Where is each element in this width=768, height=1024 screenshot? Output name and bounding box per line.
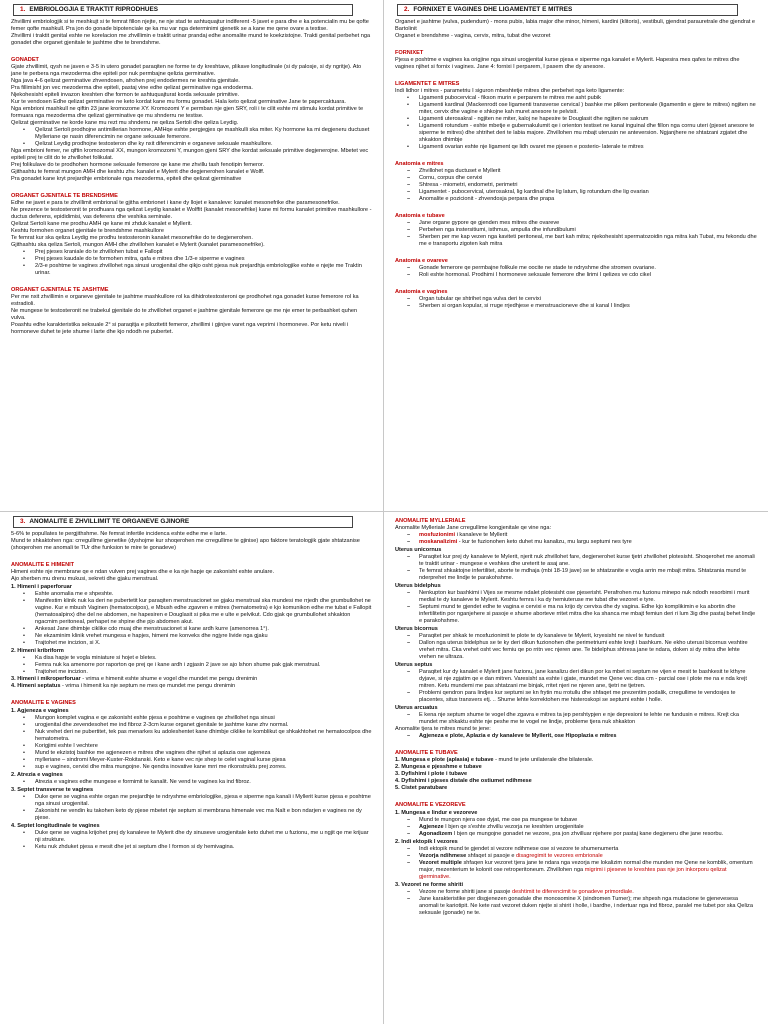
paragraph: Gjithashtu te femrat mungon AMH dhe keshtu zhv. kanalet e Mylerit dhe degjenerohen kanalet e Wolff.: [11, 169, 265, 175]
inline-text: - mund te jete unilaterale dhe bilaterale.: [493, 757, 594, 763]
list-item: – Problemi qendron para lindjes kur septumi se kn frytin mu rrotullu dhe shfaqet me prezentim podalik, crregullime te vendosjes te placentes, situs transvers etj. .. Shume lehte korrektohen me histeroskopi se septumi eshte i holle.: [405, 690, 758, 704]
paragraph: Zhvillimi i traktit genital eshte ne korelacion me zhvillimin e traktit urinar prandaj edhe anomalite mund te koekzistojne. Trakti genital perbehet nga gonadet dhe organet gjenitale te jashtme dhe te brendshme.: [11, 33, 371, 46]
paragraph: Ne prezence te testosteronit te prodhuara nga qelizat Leydig kanalet e Wolffit (kanalet mesonefrike) kane mi formu kanalet primitive mashkullore - ductus deferens, epididimisi, vas deferens dhe veshika seminale.: [11, 207, 372, 220]
dash-list: [395, 590, 758, 625]
heading-mylleriale: ANOMALITE MYLLERIALE: [395, 518, 466, 524]
paragraph: Keshtu formohen organet gjenitale te brendshme mashkullore: [11, 228, 164, 234]
subheading: 4. Himeni septatus: [11, 683, 61, 689]
section-title-box: [397, 4, 738, 16]
subheading: 5. Cistet paratubare: [395, 785, 448, 791]
paragraph: Nga embrioni mashkull ne qiftin 23 jane kromozome XY. Kromozomi Y e permban nje gjen SRY, roli i te cilit eshte mi stimulu kordat primitive te formuara nga mezoderma dhe qelizat gjerminative qe mu shnderru ne testise.: [11, 106, 364, 119]
paragraph: Pra fillimisht jon vec mezoderma dhe epiteli, pastaj vine edhe qelizat germinative nga endoderma.: [11, 85, 253, 91]
subheading: 1. Mungesa e plote (aplasia) e tubave: [395, 757, 494, 763]
list-item: [405, 860, 758, 881]
list-item: • Ligamenti ovarian eshte nje ligament qe lidh ovaret me pjesen e posterio- laterale te mitres: [405, 144, 758, 151]
list-item: • Qelizat Sertoli prodhojne antimillerian hormone, AMHqe eshte pergjegjes qe mashkulli ska miter. Ky hormone ka mi degjeneru ductuset Mylleriane qe nasin diferencimin ne organe seksuale femerore.: [21, 127, 373, 141]
dash-list: [395, 633, 758, 661]
list-item: – Zhvillohet nga ductuset e Myllerit: [405, 168, 758, 175]
paragraph: Gjate zhvillimit, qysh ne javen e 3-5 in utero gonadet paraqiten ne forme te dy kreshtave, plikave longitudinale (si dy palosje, si dy ngritje). Ato jane te perbera nga mezoderma dhe epiteli por nuk permbajne qelizia germinative.: [11, 64, 362, 77]
bullet-list: [395, 95, 758, 151]
dash-list: [395, 265, 758, 279]
list-item: – E kena nje septum shume te vogel dhe zgavra e mitres ta jep pershtypjen e nje depresioni te lehte ne fundusin e mitres. Krejt cka mundet me shkaktu eshte nje peshe me te vogel ne lindje, probleme tjera nuk shkakton: [405, 712, 758, 726]
bullet-list: [11, 127, 373, 148]
list-item: – Cornu, corpus dhe cervixi: [405, 175, 758, 182]
list-item: • Trajtohet me incizion, si X.: [21, 640, 373, 647]
heading-anatomia-mitres: Anatomia e mitres: [395, 161, 444, 167]
list-item: – Roli eshte hormonal. Prodhimi I hormoneve seksuale femerore dhe lirimi I qelizes ve cdo cikel: [405, 272, 758, 279]
paragraph: Anomalite tjera te mitres mund te jene:: [395, 726, 491, 732]
paragraph: Indi lidhor i mitres - parametriu I siguron mbeshtetje mitres dhe perbehet nga keto ligamente:: [395, 88, 625, 94]
list-item: • Nuk vrehet deri ne pubertitet, tek pas menarkes ku adoleshentet kane dhimbje ciklike te komblikut qe shkakhtohet ne hematocolpos dhe hematometra.: [21, 729, 373, 743]
subheading: 3. Septet transverse te vagines: [11, 787, 94, 793]
list-item: – Agjeneza e plote, Aplazia e dy kanaleve te Myllerit, ose Hipoplazia e mitres: [405, 733, 758, 740]
paragraph: [11, 676, 373, 683]
inline-text: i kanaleve te Myllerit: [455, 532, 508, 538]
subheading: 3. Dyfishimi i plote i tubave: [395, 771, 468, 777]
list-item: • Korigjimi eshte I vechtere: [21, 743, 373, 750]
section-anomalite-zhvillimit: [0, 512, 384, 1024]
bullet-list: [11, 779, 373, 786]
inline-text: shfaqet si pasoje e: [466, 853, 517, 859]
subheading: 2. Indi ektopik I vezores: [395, 839, 458, 845]
heading-anatomia-vagines: Anatomia e vagines: [395, 289, 448, 295]
list-item: – Jane organe gypore qe gjenden mes mitres dhe ovareve: [405, 220, 758, 227]
list-item: • Ka disa hapje te vogla miniature si hojet e bletes.: [21, 655, 373, 662]
list-item: – Perbehen nga instersitiumi, isthmus, ampulla dhe infundibulumi: [405, 227, 758, 234]
paragraph: Zhvillimi embriologjik si te meshkujt si te femrat fillon njejte, ne nje stad te ashtuquajtur indiferent -5 javet e para dhe e ka potencialin mu be qofte femer qofte mashkull. Pra jon do gonade bipotenciale qe ka mu var nga determinimi gjenetik se a kane me qene ovare a testise.: [11, 19, 369, 32]
paragraph: Pjesa e poshtme e vagines ka origjine nga sinusi urogjenital kurse pjesa e siperme nga kanalet e Mylerit. Hapesira mes qafes te mitres dhe vagines njihet si fornix i vagines. Jane 4: fornixi I perparem, I pasem dhe dy anesore.: [395, 57, 740, 70]
list-item: – Dallon nga uterus bidelphus se te ky deri dikun fuzionohen dhe perimetriumi eshte krejt i bashkum. Ne ekho uterusi bicornus veshtire vrehet mitra. Cka vrehet osht vec femiu qe po rritn vec njeren ane. Te bidelphus shtresa jane te ndara, doken si dy mitra dhe lehte vrehen ne ultraza.: [405, 640, 758, 661]
list-item: • Atrezia e vagines edhe mungese e formimit te kanalit. Ne vend te vagines ka ind fibroz.: [21, 779, 373, 786]
highlight: moskanalizimi: [419, 539, 458, 545]
inline-text: - kur te fuzionohen keto duhet mu kanalizu, mu largu septumi nes tyre: [457, 539, 632, 545]
paragraph: Organet e brendshme - vagina, cervix, mitra, tubat dhe vezoret: [395, 33, 551, 39]
heading-anatomia-tubave: Anatomia e tubave: [395, 213, 445, 219]
subheading: 2. Atrezia e vagines: [11, 772, 63, 778]
list-item: – Jane karakteristike per disgjenezen gonadale dhe monosomine X (sindromen Turner); me shpesh nga mutacione te gjenevesesa anomali te kariotipit. Ne kete rast vezoret duken njejte si shirit i holle, i bardhe, i ndertuar nga ind fibroz, paralel me tubet por ska Qeliza seksuale (gonade) ne te.: [405, 896, 758, 917]
list-item: [405, 889, 758, 896]
inline-text: shfaqen kur vezoret tjera jane te ndara nga vezorja me lokalizim normal dhe munden me Qene ne komblik, omentum major, mezenterium te kolonit ose retroperitoneum. Zhvillohen nga: [419, 860, 753, 873]
section-title-box: [13, 4, 353, 16]
paragraph: Te femrat kur ska qeliza Leydig me prodhu testosteronin kanalet mesonefrike do te degjenerohen.: [11, 235, 253, 241]
section-number: 1.: [20, 6, 26, 13]
list-item: • Trajtohet me incizion.: [21, 669, 373, 676]
list-item: [405, 539, 758, 546]
term: Vezorja ndihmese: [419, 853, 467, 859]
list-item: – Shtresa - miometri, endometri, perimetri: [405, 182, 758, 189]
list-item: • 2/3-e poshtme te vagines zhvillohet nga sinusi urogjenital dhe qikjo osht pjesa nuk prejardhja embriologjike eshte e njejte me Traktin urinar.: [21, 263, 373, 277]
list-item: – Paraqitet kur dy kanalet e Mylerit jane fuzionu, jane kanalizu deri dikun por ka mbet ni septum ne vijen e mesit te bashkesit te kthyre dyjave, si nje zgjatim qe e dan mitren. Varesisht sa eshte i gjate, mundet me Qene vec disa cm - parcial ose i plote me na e nda krejt mitren. Ketu mundemi me pas shtatzani me binjak, rritet njeri ne njeren ane, tjetri ne tjetren.: [405, 669, 758, 690]
paragraph: Poashtu edhe karakteristika seksuale 2° si paraqitja e pilozitetit femeror, zhvillimi i gjinjve varet nga veprimi i hormoneve. Por ketu niveli i hormoneve duhet te jete shume i larte dhe kjo ndodh ne pubertet.: [11, 322, 349, 335]
list-item: [405, 831, 758, 838]
subheading: 3. Vezoret ne forme shiriti: [395, 882, 464, 888]
heading-himenit: ANOMALITE E HIMENIT: [11, 562, 75, 568]
paragraph: Qelizat gjerminative ne korde kane mu rezt mu shnderru ne qeliza Sertoli dhe qeliza Leydig.: [11, 120, 239, 126]
dash-list: [395, 296, 758, 310]
dash-list: [395, 846, 758, 881]
list-item: – Sherben si organ kopular, si rruge rrjedhjese e menstruacioneve dhe si kanal I lindjes: [405, 303, 758, 310]
paragraph: Kur te vendosen Edhe qelizat germinative ne keto kordat kane mu formu gonadet. Hala keto qelizat germinative Jane te papercaktuara.: [11, 99, 346, 105]
subheading: 4. Dyfishimi i pjeses distale dhe ostiumet ndihmese: [395, 778, 532, 784]
paragraph: Pra gonadet kane kryt prejardhje embrionale nga mezoderma, epiteli dhe qelizat gjerminative: [11, 176, 242, 182]
subheading: Uterus unicornus: [395, 547, 442, 553]
list-item: – Gonade femerore qe permbajne folikule me oocite ne stade te ndryshme dhe stromen ovariane.: [405, 265, 758, 272]
subheading: Uterus septus: [395, 662, 433, 668]
list-item: • Prej pjeses kaudale do te formohen mitra, qafa e mitres dhe 1/3-e siperme e vagines: [21, 256, 373, 263]
dash-list: [395, 817, 758, 838]
subheading: Uterus bicornus: [395, 626, 438, 632]
list-item: – Septumi mund te gjendet edhe te vagina e cervixi e ma na krijo dy cervixa dhe dy vagina. Edhe kjo komplikimin e ka abortin dhe infertilitetin por nganjehere si pasoje e shume aborteve rritet mitra dhe ka shanca me mbajt femiun deri ri lum 3ig dhe pastaj behet lindje e parakohshme.: [405, 604, 758, 625]
list-item: • Manifestim klinik nuk ka deri ne pubertetit kur paraqiten menstruacionet se gjaku menstrual ska mundesi me rrjedh dhe grumbullohet ne vagine. Kur e mbush Vaginen (hematocolpos), e Mbush edhe zgavren e mitres (hematometra) e kjo komunikon edhe me tubat e Fallopit (hematosalpinx) dhe del ne abdomen, ne hapesiren e Douglasit si pika me e ulte e pelvikut. Cdo gjak qe grumbullohet shkakton ngacmim peritoneal, perhapet ne shpine dhe pjo abdomen akut.: [21, 598, 373, 626]
list-item: • Qelizat Leydig prodhojne testosteron dhe ky nxit diferencimin e organeve seksuale mashkullore.: [21, 141, 373, 148]
list-item: • urogjenital dhe zevendesohet me ind fibroz 2-3cm kurse organet gjenitale te jashtme kane zhv normal.: [21, 722, 373, 729]
term: Agonadizem: [419, 831, 453, 837]
subheading: 2. Mungesa e pjesshme e tubave: [395, 764, 482, 770]
section-number: 3.: [20, 518, 26, 525]
heading-ligamentet: LIGAMENTET E MITRES: [395, 81, 460, 87]
bullet-list: [11, 715, 373, 771]
subheading: 3. Himeni i mikroperforuar: [11, 676, 81, 682]
paragraph: Nga java 4-6 qelizat germinative zhvendosen, afrohen prej endodermes ne kreshta gjenitale.: [11, 78, 240, 84]
paragraph: Organet e jashtme (vulva, pudendum) - mons pubis, labia major dhe minor, himeni, kardini (klitoris), vestibuli, gjendrat parauretrale dhe gjendrat e Bartolinit: [395, 19, 756, 32]
paragraph: Njekohesisht epiteli invazon kreshten dhe formon te ashtuquajturat korda seksuale primitive.: [11, 92, 240, 98]
list-item: – Organ tubular qe shtrihet nga vulva deri te cervixi: [405, 296, 758, 303]
list-item: • Ligamenti rotundum - eshte mbetje e gubernakulumit qe i orienton testiset ne kanal inguinal dhe fillon nga cornu uteri (pjeset anesore te siperme te mitres) dhe shtrihet deri te labia majore. Zhvillohen mu mbajt uterusin ne anteversion. Ngjanjhere ne shtatzani zgjatet dhe shkakton dhimbje: [405, 123, 758, 144]
heading-vezoreve: ANOMALITE E VEZOREVE: [395, 802, 466, 808]
list-item: – Paraqitet per shkak te mosfuzionimit te plote te dy kanaleve te Mylerit, kryesisht ne nivel te fundusit: [405, 633, 758, 640]
list-item: • Ligamenti pubocervical - fikson murin e perparem te mitres me asht pubik: [405, 95, 758, 102]
subheading: 1. Agjeneza e vagines: [11, 708, 69, 714]
highlight: disagregimit te vezores embrionale: [516, 853, 603, 859]
list-item: – Indi ektopik mund te gjendet si vezore ndihmese ose si vezore te shumenumerta: [405, 846, 758, 853]
subheading: Uterus bidelphus: [395, 583, 441, 589]
section-number: 2.: [404, 6, 410, 13]
heading-gonadet: GONADET: [11, 57, 39, 63]
paragraph: Gjithashtu ska qeliza Sertoli, mungon AMH dhe zhvillohen kanalet e Mylerit (kanalet paramesonefrike).: [11, 242, 265, 248]
paragraph: Mund te shkaktohen nga: crregullime gjenetike (dyshojme kur shoqerohen me crregullime te gjinise) apo faktore teratologjik gjate shtatzanise (shoqerohen me anomali te TUr dhe funksion te mire te gonadeve): [11, 538, 360, 551]
heading-organet-jashtme: ORGANET GJENITALE TE JASHTME: [11, 287, 109, 293]
list-item: – Paraqitet kur prej dy kanaleve te Mylerit, njerit nuk zhvillohet fare, degjenerohet kurse tjetri zhvillohet plotesisht. Shoqerohet me anomali te traktit urinar - mungese e veshkes dhe ureterit te asaj ane.: [405, 554, 758, 568]
list-item: • Zakonisht ne vendin ku takohen keto dy pjese mbetet nje septum si membrana himenale vec ma Nalt e bon ndarjen e vagines ne dy pjese.: [21, 808, 373, 822]
list-item: • Prej pjeses kraniale do te zhvillohen tubat e Fallopit: [21, 249, 373, 256]
section-title: EMBRIOLOGJIA E TRAKTIT RIPRODHUES: [29, 6, 158, 13]
list-item: • Ankesat Jane dhimbje ciklike cdo muaj dhe menstruacionet si kane ardh kurre (amenorrea 1°).: [21, 626, 373, 633]
paragraph: Ne mungese te testosteronit ne trabekul gjenitale do te zhvillohet organet e jashtme gjenitale femerore qe me nje emer te perbashket quhen vulva.: [11, 308, 358, 321]
inline-text: I bjen qe mungojne gonadet ne vezore, pra jon zhvilluar njehere por pastaj kane degjeneru dhe jane resorbu.: [452, 831, 724, 837]
term: Vezoret multiple: [419, 860, 462, 866]
list-item: • Mund te ekzistoj bashke me agjenezen e mitres dhe vagines dhe njihet si aplazia ose agjeneza: [21, 750, 373, 757]
list-item: [405, 853, 758, 860]
bullet-list: [11, 655, 373, 676]
section-title: ANOMALITE E ZHVILLIMIT TE ORGANEVE GJINORE: [29, 518, 190, 525]
dash-list: [395, 733, 758, 740]
list-item: • Mungon komplet vagina e qe zakonisht eshte pjesa e poshtme e vagines qe zhvillohet nga sinusi: [21, 715, 373, 722]
section-embriologjia: [0, 0, 384, 512]
list-item: – Te femrat shkaktojne infertilitet, aborte te mdhaja (mbi 18-19 jave) se te shtatzanite e vogla arrin me mbajt mitra. Shtatzania mund te nderprehet me lindje te parakohshme.: [405, 568, 758, 582]
list-item: • sup e vagines, cervixi dhe mitra mungojne. Ne qendra inovative kane mrri me rikonstruktu prej zorres.: [21, 764, 373, 771]
inline-text: - vrima e himenit eshte shume e vogel dhe mundet me pengu drenimin: [80, 676, 258, 682]
section-title: FORNIXET E VAGINES DHE LIGAMENTET E MITRES: [413, 6, 573, 13]
paragraph: [11, 683, 373, 690]
paragraph: [395, 757, 758, 764]
bullet-list: [11, 591, 373, 647]
dash-list: [395, 532, 758, 546]
paragraph: Anomalite Mylleriale Jane crregullime kongjenitale qe vine nga:: [395, 525, 552, 531]
list-item: • Ketu nuk zhduket pjesa e mesit dhe jet si septum dhe I formon si dy hemivagina.: [21, 844, 373, 851]
paragraph: Per me nxit zhvillimin e organeve gjenitale te jashtme mashkullore rol ka dihidrotestosteroni qe prodhohet nga gonadet kurse femerore rol ka estradioli.: [11, 294, 359, 307]
inline-text: Vezore ne forme shiriti jane si pasoje: [419, 889, 512, 895]
heading-organet-brendshme: ORGANET GJENITALE TE BRENDSHME: [11, 193, 118, 199]
section-anomalite-mylleriale: [384, 512, 768, 1024]
dash-list: [395, 168, 758, 203]
paragraph: Edhe ne javet e para te zhvillimit embrional te gjitha embrionet i kane dy llojet e kanaleve: kanalet mesonefrike dhe paramesonefrike.: [11, 200, 340, 206]
inline-text: I bjen qe s'eshte zhvillu vezorja ne kreshten urogjenitale: [443, 824, 584, 830]
bullet-list: [11, 794, 373, 822]
list-item: • Duke qene se vagina eshte organ me prejardhje te ndryshme embriologjike, pjesa e siperme nga kanali i Myllerit kurse pjesa e poshtme nga sinusi urogjenital.: [21, 794, 373, 808]
bullet-list: [11, 830, 373, 851]
list-item: – Sherben per me kap vezen nga kaviteti peritoneal, me bart kah mitra; njekohesisht spermatozoidin nga mitra kah Tubat, mu fekondu dhe me e transportu zigoten kah mitra: [405, 234, 758, 248]
section-title-box: [13, 516, 353, 528]
bullet-list: [11, 249, 373, 277]
list-item: – Nenkupton kur bashkimi i Vijes se mesme ndalet plotesisht ose pjeserisht. Perafrohen mu fuzionu minepo nuk ndodh resorbimi i murit medial te dy kanaleve te Mylerit. Keshtu femra i ka dy hemiuteruse me tubat dhe vezoret e tyre.: [405, 590, 758, 604]
list-item: • Femra nuk ka amenorre por raporton qe prej qe i kane ardh i zgjasin 2 jave se ajo lshon shume pak gjak menstrual.: [21, 662, 373, 669]
paragraph: Ajo sherben mu drenu mukusi, sekreti dhe gjaku menstrual.: [11, 576, 159, 582]
paragraph: Himeni eshte nje membrane qe e ndan vulven prej vagines dhe e ka nje hapje qe zakonisht eshte anulare.: [11, 569, 275, 575]
paragraph: Qelizat Sertoli kane me prodhu AMH qe kane mi zhduk kanalet e Myllerit.: [11, 221, 192, 227]
highlight: deshtimit te diferencimit te gonadeve primordiale.: [511, 889, 634, 895]
list-item: [405, 824, 758, 831]
section-fornixet: [384, 0, 768, 512]
dash-list: [395, 889, 758, 917]
list-item: • Eshte anomalia me e shpeshte.: [21, 591, 373, 598]
subheading: 1. Mungesa e lindur e vezoreve: [395, 810, 478, 816]
list-item: • mylleriane – sindromi Meyer-Kuster-Rokitanski. Keto e kane vec nje shep te celet vaginal kurse pjesa: [21, 757, 373, 764]
paragraph: Nga embrioni femer, ne qiftin kromozomal XX, mungon kromozomi Y, mungon gjeni SRY dhe kordat seksuale primitive degjenerojne. Mbetet vec epiteli prej te cilit do te zhvillohet folikulat.: [11, 148, 369, 161]
list-item: • Ne ekzaminim klinik vrehet mungesa e hapjes, himeni me konveks dhe ngjyre livide nga gjaku: [21, 633, 373, 640]
subheading: 2. Himeni kribriform: [11, 648, 64, 654]
list-item: • Ligamenti uterosakral - ngjiten ne miter, kaloj ne hapesire te Douglasit dhe ngjiten ne sakrum: [405, 116, 758, 123]
subheading: Uterus arcuatus: [395, 705, 438, 711]
list-item: – Mund te mungon njera ose dyjat, me ose pa mungese te tubave: [405, 817, 758, 824]
paragraph: 5-6% te popullates te pergjithshme. Ne femrat infertile incidenca eshte edhe me e larte.: [11, 531, 227, 537]
heading-tubave: ANOMALITE E TUBAVE: [395, 750, 458, 756]
list-item: – Ligamentet - pubocervical, uterosakral, lig kardinal dhe lig latum, lig rotundum dhe lig ovarian: [405, 189, 758, 196]
heading-anatomia-ovareve: Anatomia e ovareve: [395, 258, 448, 264]
dash-list: [395, 669, 758, 704]
list-item: • Ligamenti kardinal (Mackenrodt ose ligamenti transverse cervical ) bashke me pliken peritoneale (ligamentin e gjere te mitres) ngjiten ne miter, cervix dhe vagine e shkojne kah muret anesore te pelvisit.: [405, 102, 758, 116]
inline-text: - vrima i himenit ka nje septum ne mes qe mundet me pengu drenimin: [60, 683, 236, 689]
list-item: • Duke qene se vagina krijohet prej dy kanaleve te Mylerit dhe dy sinuseve urogjenitale keto duhet me u fuzionu, me u ngjit qe me krijuar nji strukture.: [21, 830, 373, 844]
list-item: – Anomalite e pozicionit - zhvendosja perpara dhe prapa: [405, 196, 758, 203]
dash-list: [395, 554, 758, 582]
dash-list: [395, 220, 758, 248]
term: Agjeneze: [419, 824, 444, 830]
heading-vagines: ANOMALITE E VAGINES: [11, 700, 76, 706]
subheading: 4. Septet longitudinale te vagines: [11, 823, 100, 829]
highlight: mosfuzionimi: [419, 532, 456, 538]
list-item: [405, 532, 758, 539]
subheading: 1. Himeni i paperforuar: [11, 584, 72, 590]
paragraph: Prej folikulave do te prodhohen hormone seksuale femerore qe kane me zhvillu tash fenotipin femeror.: [11, 162, 265, 168]
dash-list: [395, 712, 758, 726]
highlight: migrimi i pjeseve te kreshtes pas nje jon inkorporu qelizat gjerminative.: [419, 867, 727, 880]
heading-fornixet: FORNIXET: [395, 50, 424, 56]
